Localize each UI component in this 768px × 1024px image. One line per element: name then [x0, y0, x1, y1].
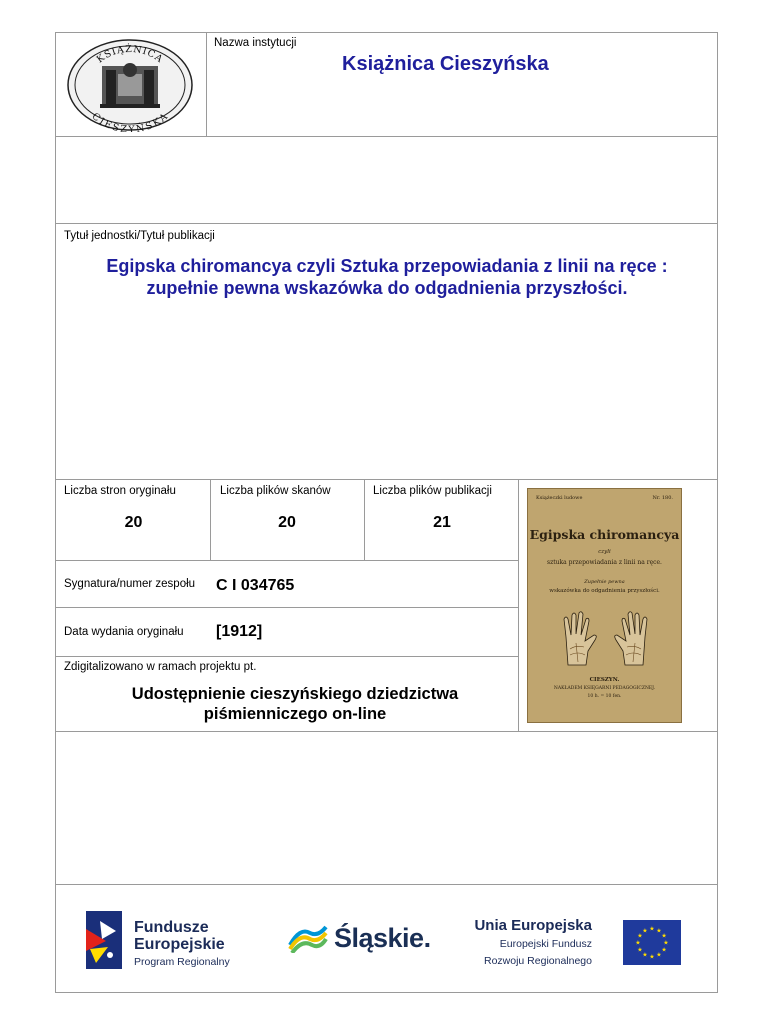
divider	[55, 479, 718, 480]
cover-price: 10 h. = 10 fen.	[587, 694, 622, 699]
divider	[518, 479, 519, 731]
slaskie-icon	[288, 923, 328, 953]
eu-star: ★	[663, 940, 669, 947]
eu-star: ★	[649, 954, 655, 961]
cover-header-left: Książeczki ludowe	[536, 495, 583, 501]
eu-star: ★	[661, 947, 667, 954]
divider	[55, 223, 718, 224]
publication-title: Egipska chiromancya czyli Sztuka przepowiadania z linii na ręce : zupełnie pewna wskazówka do odgadnienia przyszłości.	[106, 256, 668, 298]
project-name: Udostępnienie cieszyńskiego dziedzictwa piśmienniczego on-line	[131, 685, 459, 723]
svg-text:KSIĄŻNICA: KSIĄŻNICA	[94, 43, 166, 66]
eu-star: ★	[649, 926, 655, 933]
divider	[206, 32, 207, 136]
signature-value: C I 034765	[216, 577, 295, 594]
signature-label: Sygnatura/numer zespołu	[64, 578, 196, 590]
eu-star: ★	[642, 928, 648, 935]
original-pages-label: Liczba stron oryginału	[64, 485, 176, 497]
divider	[55, 136, 718, 137]
cover-city: CIESZYN.	[589, 677, 620, 683]
fe-line2: Europejskie	[134, 936, 225, 953]
institution-logo	[66, 38, 194, 132]
funding-footer	[56, 885, 717, 992]
svg-text:CIESZYŃSKA: CIESZYŃSKA	[89, 110, 171, 132]
fe-line1: Fundusze	[134, 919, 209, 936]
eu-fund-logo	[464, 917, 592, 968]
eu-star: ★	[661, 933, 667, 940]
eu-line3: Rozwoju Regionalnego	[484, 955, 592, 967]
institution-label: Nazwa instytucji	[214, 37, 297, 49]
date-value: [1912]	[216, 623, 263, 640]
date-label: Data wydania oryginału	[64, 626, 184, 638]
institution-name: Książnica Cieszyńska	[342, 53, 549, 75]
divider	[55, 731, 718, 732]
eu-line2: Europejski Fundusz	[499, 938, 592, 950]
cover-publisher: NAKŁADEM KSIĘGARNI PEDAGOGICZNEJ.	[553, 686, 656, 691]
divider	[364, 479, 365, 560]
cover-header-right: Nr. 180.	[652, 495, 673, 501]
divider	[55, 560, 519, 561]
cover-thumbnail	[527, 488, 682, 723]
eu-star: ★	[656, 928, 662, 935]
eu-star: ★	[642, 952, 648, 959]
slaskie-logo: Śląskie.	[334, 923, 431, 953]
scan-files-value: 20	[278, 514, 296, 531]
title-label: Tytuł jednostki/Tytuł publikacji	[64, 230, 215, 242]
original-pages-value: 20	[124, 514, 143, 531]
cover-line1: Zupełnie pewna	[584, 579, 625, 585]
eu-star: ★	[637, 947, 643, 954]
cover-subtitle: sztuka przepowiadania z linii na ręce.	[547, 559, 662, 566]
cover-line2: wskazówka do odgadnienia przyszłości.	[549, 588, 660, 594]
divider	[55, 607, 519, 608]
project-label: Zdigitalizowano w ramach projektu pt.	[64, 661, 257, 673]
eu-flag-icon	[623, 920, 681, 965]
publication-files-value: 21	[433, 514, 451, 531]
eu-star: ★	[637, 933, 643, 940]
fundusze-europejskie-logo	[134, 919, 230, 968]
divider	[55, 656, 519, 657]
eu-star: ★	[635, 940, 641, 947]
fundusze-europejskie-icon	[86, 911, 122, 969]
palms-illustration	[558, 607, 653, 669]
fe-line3: Program Regionalny	[134, 956, 230, 968]
eu-star: ★	[656, 952, 662, 959]
eu-line1: Unia Europejska	[474, 917, 592, 934]
cover-title: Egipska chiromancya	[529, 527, 680, 542]
cover-czyli: czyli	[598, 549, 611, 555]
scan-files-label: Liczba plików skanów	[220, 485, 331, 497]
publication-files-label: Liczba plików publikacji	[373, 485, 492, 497]
divider	[210, 479, 211, 560]
